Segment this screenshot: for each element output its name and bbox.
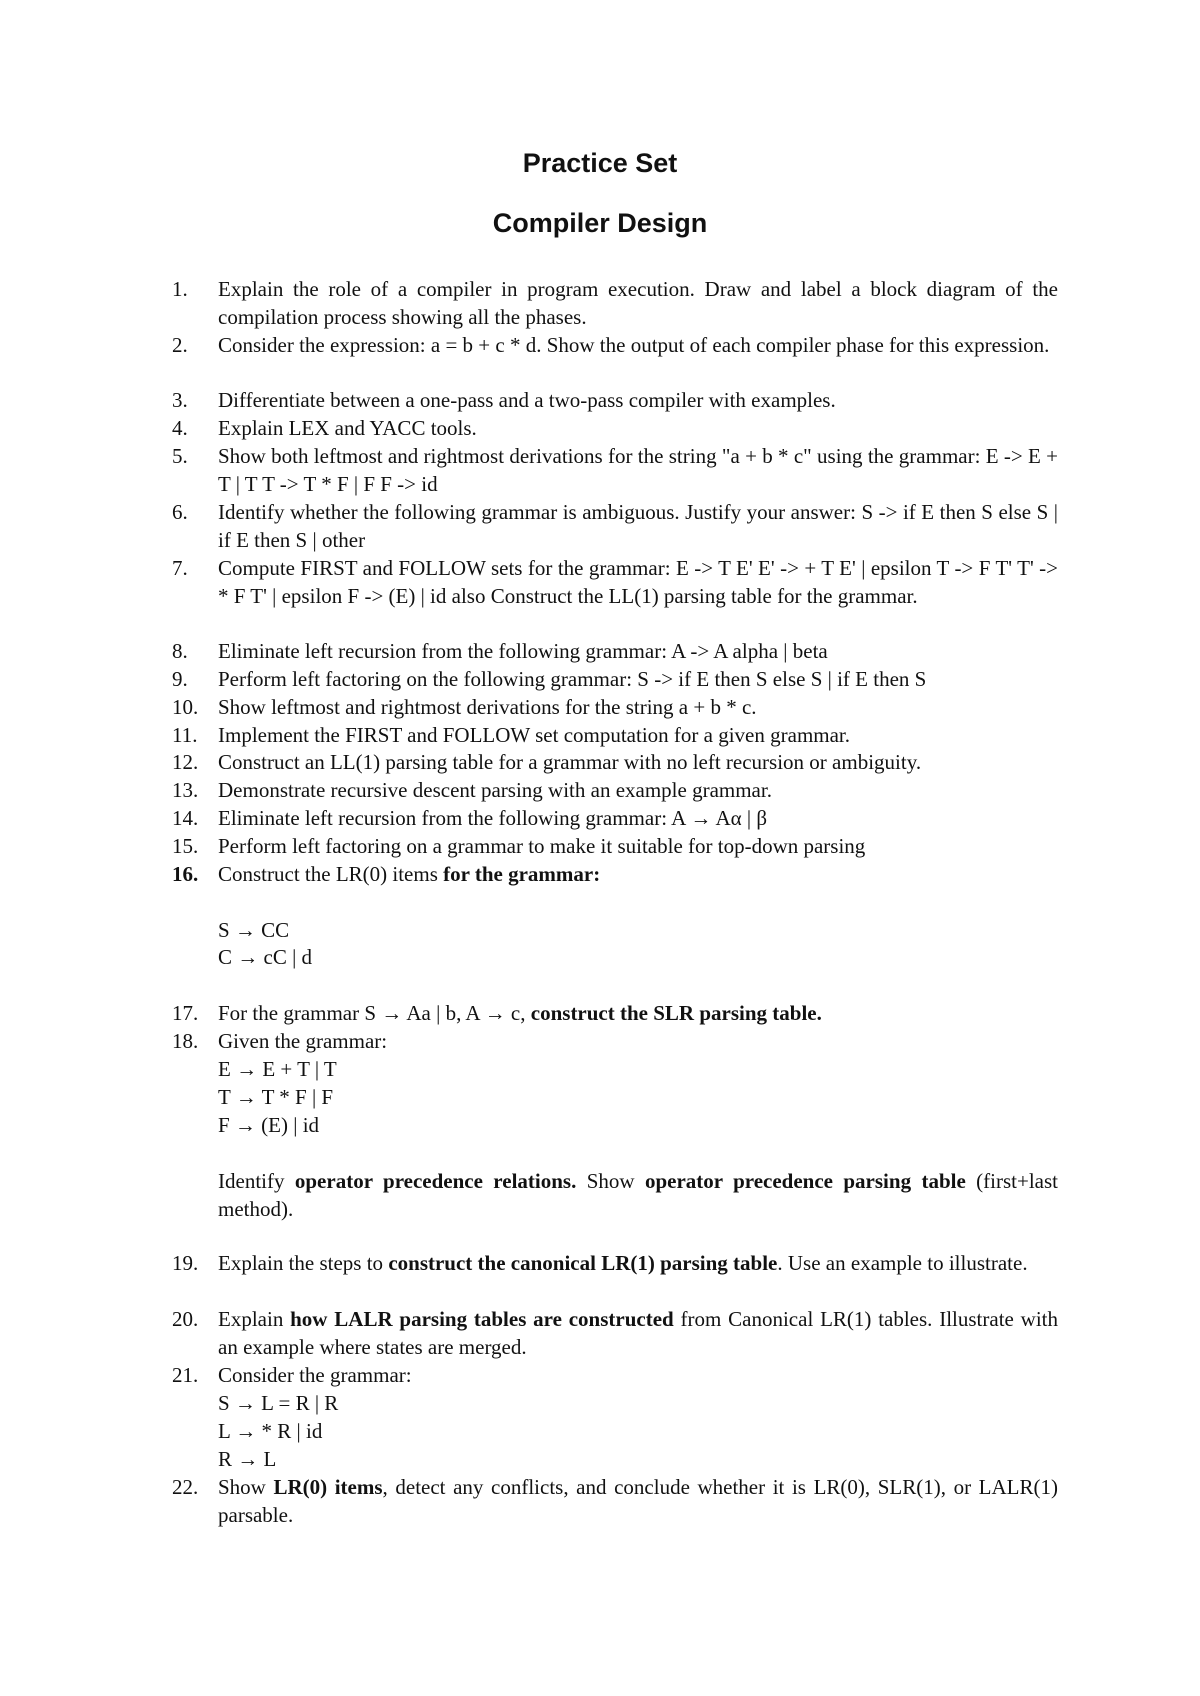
question-number: 4. <box>172 416 188 440</box>
question-number: 3. <box>172 388 188 412</box>
question-15 <box>172 833 1058 861</box>
question-4 <box>172 415 1058 443</box>
question-number: 8. <box>172 639 188 663</box>
question-13 <box>172 777 1058 805</box>
question-text-bold: how LALR parsing tables are constructed <box>290 1307 674 1331</box>
page-title: Practice Set <box>522 148 678 178</box>
question-number: 22. <box>172 1475 199 1499</box>
question-number: 15. <box>172 834 199 858</box>
question-number: 1. <box>172 277 188 301</box>
question-number: 20. <box>172 1307 199 1331</box>
grammar-rule: S → L = R | R <box>218 1391 339 1415</box>
question-text: Eliminate left recursion from the following grammar: A -> A alpha | beta <box>218 639 828 663</box>
question-number: 16. <box>172 862 199 886</box>
question-text: , detect any conflicts, and conclude whether it is LR(0), SLR(1), or LALR(1) parsable. <box>218 1475 1058 1527</box>
question-text: Perform left factoring on the following grammar: S -> if E then S else S | if E then S <box>218 667 927 691</box>
grammar-rule: L → * R | id <box>218 1419 323 1443</box>
grammar-rule: E → E + T | T <box>218 1057 337 1081</box>
question-16 <box>172 861 1058 889</box>
question-12 <box>172 749 1058 777</box>
question-text: Implement the FIRST and FOLLOW set computation for a given grammar. <box>218 723 851 747</box>
question-9 <box>172 666 1058 694</box>
question-22 <box>172 1474 1058 1529</box>
question-number: 14. <box>172 806 199 830</box>
question-text-bold: for the grammar: <box>443 862 601 886</box>
question-text: Compute FIRST and FOLLOW sets for the grammar: E -> T E' E' -> + T E' | epsilon T -> F T' T' -> * F T' | epsilon F -> (E) | id also Construct the LL(1) parsing table for the grammar. <box>218 556 1058 608</box>
task-text: Show <box>576 1169 645 1193</box>
grammar-rule: R → L <box>218 1447 277 1471</box>
question-17 <box>172 1000 1058 1028</box>
question-number: 5. <box>172 444 188 468</box>
question-text: For the grammar S → Aa | b, A → c, <box>218 1001 531 1025</box>
question-10 <box>172 694 1058 722</box>
question-2 <box>172 332 1058 360</box>
grammar-rule: C → cC | d <box>218 945 313 969</box>
question-number: 6. <box>172 500 188 524</box>
task-text: Identify <box>218 1169 295 1193</box>
question-number: 10. <box>172 695 199 719</box>
question-7 <box>172 555 1058 610</box>
question-text: Identify whether the following grammar is ambiguous. Justify your answer: S -> if E then S else S | if E then S | other <box>218 500 1058 552</box>
question-number: 19. <box>172 1251 199 1275</box>
task-text-bold: operator precedence parsing table <box>644 1169 966 1193</box>
page-subtitle: Compiler Design <box>492 208 708 238</box>
question-19 <box>172 1250 1058 1278</box>
question-text: Demonstrate recursive descent parsing with an example grammar. <box>218 778 772 802</box>
question-21 <box>172 1362 1058 1390</box>
question-number: 18. <box>172 1029 199 1053</box>
question-number: 12. <box>172 750 199 774</box>
question-number: 11. <box>172 723 198 747</box>
question-20 <box>172 1306 1058 1361</box>
question-text-bold: LR(0) items <box>273 1475 383 1499</box>
question-11 <box>172 722 1058 750</box>
question-text: Explain <box>218 1307 291 1331</box>
question-text: Show <box>218 1475 274 1499</box>
question-number: 21. <box>172 1363 199 1387</box>
question-text: Show leftmost and rightmost derivations for the string a + b * c. <box>218 695 757 719</box>
question-text-bold: construct the canonical LR(1) parsing table <box>388 1251 778 1275</box>
task-text: (first+last method). <box>218 1169 1058 1221</box>
question-3 <box>172 387 1058 415</box>
question-text: Explain LEX and YACC tools. <box>218 416 477 440</box>
question-text: Differentiate between a one-pass and a two-pass compiler with examples. <box>218 388 836 412</box>
question-text: Construct an LL(1) parsing table for a grammar with no left recursion or ambiguity. <box>218 750 922 774</box>
question-number: 2. <box>172 333 188 357</box>
question-number: 9. <box>172 667 188 691</box>
task-text-bold: operator precedence relations. <box>294 1169 577 1193</box>
question-18 <box>172 1028 1058 1056</box>
question-text: Explain the steps to <box>218 1251 389 1275</box>
question-number: 17. <box>172 1001 199 1025</box>
question-text: Perform left factoring on a grammar to make it suitable for top-down parsing <box>218 834 866 858</box>
question-8 <box>172 638 1058 666</box>
question-1 <box>172 276 1058 331</box>
question-6 <box>172 499 1058 554</box>
grammar-rule: F → (E) | id <box>218 1113 320 1137</box>
question-5 <box>172 443 1058 498</box>
grammar-rule: T → T * F | F <box>218 1085 334 1109</box>
question-text: Show both leftmost and rightmost derivations for the string "a + b * c" using the grammar: E -> E + T | T T -> T * F | F F -> id <box>218 444 1058 496</box>
question-text: . Use an example to illustrate. <box>777 1251 1028 1275</box>
question-18-task <box>218 1168 1058 1223</box>
question-number: 7. <box>172 556 188 580</box>
question-14 <box>172 805 1058 833</box>
question-text: Eliminate left recursion from the following grammar: A → Aα | β <box>218 806 768 830</box>
question-text: from Canonical LR(1) tables. Illustrate with an example where states are merged. <box>218 1307 1058 1359</box>
question-text: Construct the LR(0) items <box>218 862 444 886</box>
question-text: Explain the role of a compiler in program execution. Draw and label a block diagram of the compilation process showing all the phases. <box>218 277 1058 329</box>
question-number: 13. <box>172 778 199 802</box>
question-text-bold: construct the SLR parsing table. <box>530 1001 822 1025</box>
grammar-rule: S → CC <box>218 918 290 942</box>
question-text: Given the grammar: <box>218 1029 388 1053</box>
question-text: Consider the grammar: <box>218 1363 412 1387</box>
question-text: Consider the expression: a = b + c * d. Show the output of each compiler phase for this expression. <box>218 333 1050 357</box>
